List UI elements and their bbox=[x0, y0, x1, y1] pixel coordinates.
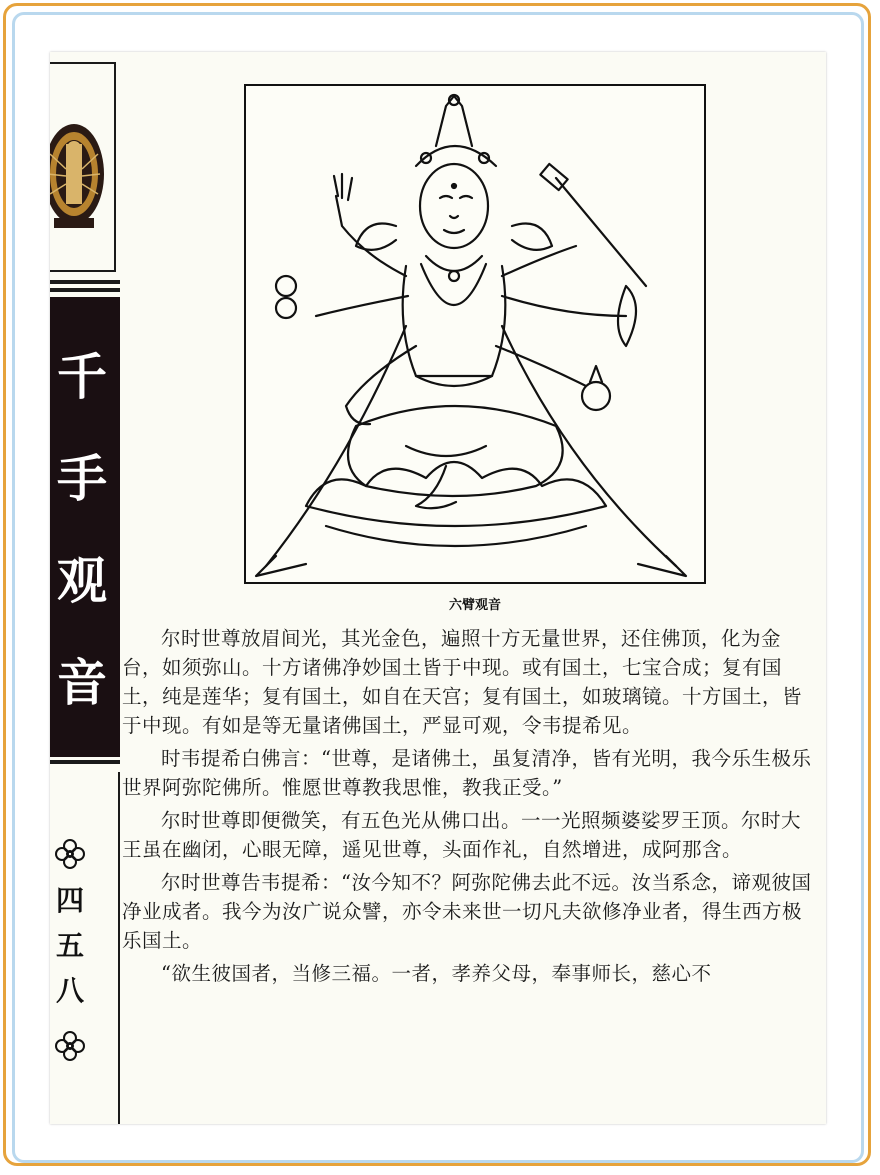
page-number-char: 五 bbox=[55, 929, 84, 962]
book-title-char: 手 bbox=[57, 449, 107, 508]
book-title-band bbox=[50, 297, 120, 757]
body-text bbox=[122, 624, 812, 992]
paragraph: 尔时世尊即便微笑，有五色光从佛口出。一一光照频婆娑罗王顶。尔时大王虽在幽闭，心眼无障，遥见世尊，头面作礼，自然增进，成阿那含。 bbox=[122, 809, 802, 861]
thousand-armed-guanyin-icon bbox=[50, 64, 116, 270]
page-spine bbox=[50, 52, 120, 1124]
book-title-char: 千 bbox=[57, 347, 107, 406]
spine-rule bbox=[50, 760, 120, 764]
figure-caption: 六臂观音 bbox=[448, 598, 501, 613]
spine-rule bbox=[50, 288, 120, 292]
page-number-box bbox=[50, 772, 120, 1124]
book-title-char: 音 bbox=[57, 653, 107, 712]
paragraph: “欲生彼国者，当修三福。一者，孝养父母，奉事师长，慈心不 bbox=[161, 962, 712, 985]
spine-rule bbox=[50, 280, 120, 284]
paragraph: 时韦提希白佛言：“世尊，是诸佛土，虽复清净，皆有光明，我今乐生极乐世界阿弥陀佛所。惟愿世尊教我思惟，教我正受。” bbox=[122, 747, 812, 799]
spine-icon-box bbox=[50, 62, 116, 272]
page-number-char: 八 bbox=[55, 974, 84, 1007]
six-armed-guanyin-icon bbox=[246, 86, 704, 582]
six-armed-guanyin-illustration bbox=[244, 84, 706, 584]
flower-ornament-icon bbox=[54, 1030, 86, 1062]
paragraph: 尔时世尊放眉间光，其光金色，遍照十方无量世界，还住佛顶，化为金台，如须弥山。十方诸佛净妙国土皆于中现。或有国土，七宝合成；复有国土，纯是莲华；复有国土，如自在天宫；复有国土，如玻璃镜。十方国土，皆于中现。有如是等无量诸佛国土，严显可观，令韦提希见。 bbox=[122, 627, 803, 737]
flower-ornament-icon bbox=[54, 838, 86, 870]
book-page bbox=[50, 52, 826, 1124]
book-title-char: 观 bbox=[57, 551, 107, 610]
paragraph: 尔时世尊告韦提希：“汝今知不？阿弥陀佛去此不远。汝当系念，谛观彼国净业成者。我今为汝广说众譬，亦令未来世一切凡夫欲修净业者，得生西方极乐国土。 bbox=[122, 871, 812, 952]
page-number-char: 四 bbox=[55, 884, 84, 917]
